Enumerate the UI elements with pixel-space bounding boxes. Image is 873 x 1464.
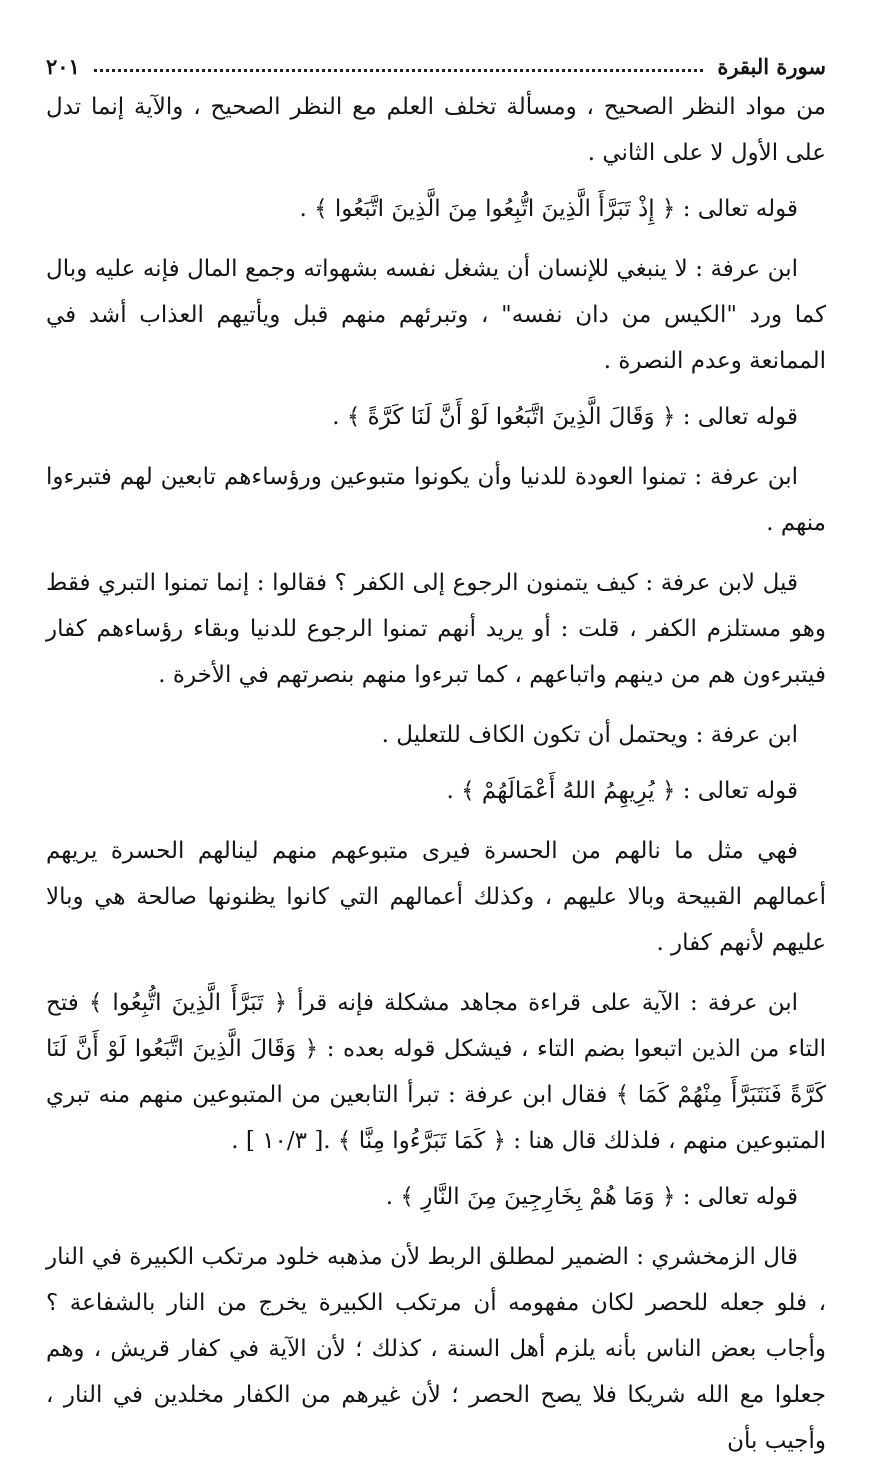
verse-heading: قوله تعالى : ﴿ وَقَالَ الَّذِينَ اتَّبَعُوا لَوْ أَنَّ لَنَا كَرَّةً ﴾ . — [332, 404, 798, 430]
book-page — [46, 48, 826, 1464]
verse-heading: قوله تعالى : ﴿ إِذْ تَبَرَّأَ الَّذِينَ اتُّبِعُوا مِنَ الَّذِينَ اتَّبَعُوا ﴾ . — [299, 196, 798, 222]
dotted-leader — [94, 69, 703, 72]
paragraph-continuation: من مواد النظر الصحيح ، ومسألة تخلف العلم مع النظر الصحيح ، والآية إنما تدل على الأول لا على الثاني . — [46, 94, 826, 166]
commentary-paragraph: فهي مثل ما نالهم من الحسرة فيرى متبوعهم منهم لينالهم الحسرة يريهم أعمالهم القبيحة وبالا عليهم ، وكذلك أعمالهم التي كانوا يظنونها صالحة هي وبالا عليهم لأنهم كفار . — [46, 838, 826, 956]
commentary-paragraph: ابن عرفة : الآية على قراءة مجاهد مشكلة فإنه قرأ ﴿ تَبَرَّأَ الَّذِينَ اتُّبِعُوا ﴾ فتح التاء من الذين اتبعوا بضم التاء ، فيشكل قوله بعده : ﴿ وَقَالَ الَّذِينَ اتَّبَعُوا لَوْ أَنَّ لَنَا كَرَّةً فَنَتَبَرَّأَ مِنْهُمْ كَمَا ﴾ فقال ابن عرفة : تبرأ التابعين من المتبوعين منهم منه تبري المتبوعين منهم ، فلذلك قال هنا : ﴿ كَمَا تَبَرَّءُوا مِنَّا ﴾ .[ ١٠/٣ ] . — [46, 990, 826, 1154]
commentary-paragraph: قيل لابن عرفة : كيف يتمنون الرجوع إلى الكفر ؟ فقالوا : إنما تمنوا التبري فقط وهو مستلزم الكفر ، قلت : أو يريد أنهم تمنوا الرجوع للدنيا وبقاء رؤساءهم كفار فيتبرءون هم من دينهم واتباعهم ، كما تبرءوا منهم بنصرتهم في الأخرة . — [46, 570, 827, 688]
page-number: ٢٠١ — [46, 53, 80, 79]
running-header — [46, 48, 826, 84]
commentary-paragraph: ابن عرفة : لا ينبغي للإنسان أن يشغل نفسه بشهواته وجمع المال فإنه عليه وبال كما ورد "الكيس من دان نفسه" ، وتبرئهم منهم قبل ويأتيهم العذاب أشد في الممانعة وعدم النصرة . — [46, 256, 826, 374]
commentary-paragraph: ابن عرفة : تمنوا العودة للدنيا وأن يكونوا متبوعين ورؤساءهم تابعين لهم فتبرءوا منهم . — [46, 464, 826, 536]
surah-title: سورة البقرة — [717, 53, 826, 79]
commentary-paragraph: ابن عرفة : ويحتمل أن تكون الكاف للتعليل . — [381, 722, 798, 748]
verse-heading: قوله تعالى : ﴿ وَمَا هُمْ بِخَارِجِينَ مِنَ النَّارِ ﴾ . — [385, 1184, 798, 1210]
verse-heading: قوله تعالى : ﴿ يُرِيهِمُ اللهُ أَعْمَالَهُمْ ﴾ . — [446, 778, 798, 804]
commentary-paragraph: قال الزمخشري : الضمير لمطلق الربط لأن مذهبه خلود مرتكب الكبيرة في النار ، فلو جعله للحصر لكان مفهومه أن مرتكب الكبيرة يخرج من النار بالشفاعة ؟ وأجاب بعض الناس بأنه يلزم أهل السنة ، كذلك ؛ لأن الآية في كفار قريش ، وهم جعلوا مع الله شريكا فلا يصح الحصر ؛ لأن غيرهم من الكفار مخلدين في النار ، وأجيب بأن — [46, 1244, 826, 1454]
